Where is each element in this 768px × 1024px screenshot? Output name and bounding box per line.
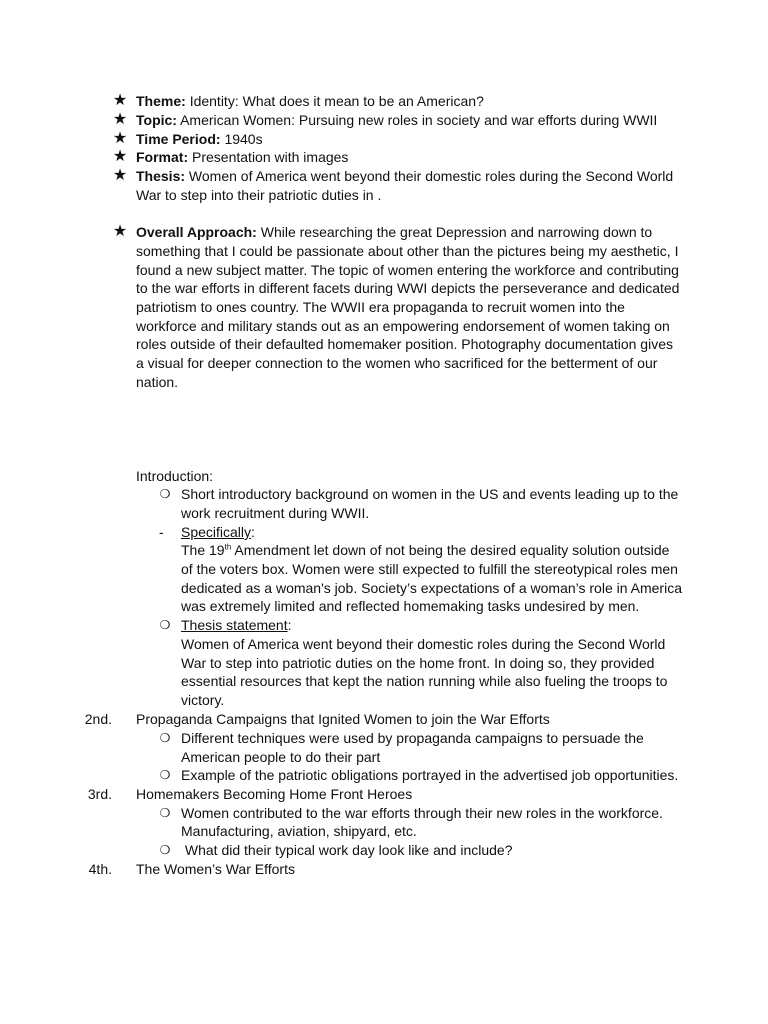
ordinal-superscript: th xyxy=(224,542,232,552)
dash-bullet-icon: - xyxy=(159,524,164,540)
introduction-heading: Introduction: xyxy=(136,468,214,484)
specifically-text-line: dedicated as a woman's job. Society’s expectations of a woman’s role in America xyxy=(181,580,682,596)
approach-label: Overall Approach: xyxy=(136,224,257,240)
approach-line: workforce and military stands out as an empowering endorsement of women taking on xyxy=(136,318,670,334)
approach-line: nation. xyxy=(136,374,179,390)
star-bullet-icon: ★ xyxy=(112,148,128,165)
thesis-statement-colon: : xyxy=(287,617,292,633)
star-bullet-icon: ★ xyxy=(112,130,128,147)
section-number: 2nd. xyxy=(84,711,112,727)
star-bullet-icon: ★ xyxy=(112,167,128,184)
circle-bullet-icon: ❍ xyxy=(159,806,171,820)
circle-bullet-icon: ❍ xyxy=(159,843,171,857)
specifically-label: Specifically xyxy=(181,524,252,540)
approach-line: a visual for deeper connection to the women who sacrificed for the betterment of our xyxy=(136,355,658,371)
thesis-text-continued: War to step into their patriotic duties in . xyxy=(136,187,382,203)
thesis-text: Women of America went beyond their domestic roles during the Second World xyxy=(188,168,674,184)
star-bullet-icon: ★ xyxy=(112,92,128,109)
section-title: Homemakers Becoming Home Front Heroes xyxy=(136,786,413,802)
approach-line: found a new subject matter. The topic of women entering the workforce and contributing xyxy=(136,262,679,278)
star-bullet-icon: ★ xyxy=(112,111,128,128)
section-title: The Women’s War Efforts xyxy=(136,861,295,877)
specifically-line xyxy=(181,523,255,542)
circle-bullet-icon: ❍ xyxy=(159,618,171,632)
time-period-line xyxy=(136,130,263,149)
approach-line: to the war efforts in different facets during WWI depicts the perseverance and dedicated xyxy=(136,280,680,296)
thesis-line xyxy=(136,167,673,186)
format-line xyxy=(136,148,348,167)
thesis-statement-text: War to step into patriotic duties on the home front. In doing so, they provided xyxy=(181,655,655,671)
section-number: 3rd. xyxy=(87,786,112,802)
section-bullet-line: Manufacturing, aviation, shipyard, etc. xyxy=(181,823,417,839)
time-period-label: Time Period: xyxy=(136,131,221,147)
specifically-text-line xyxy=(181,541,669,560)
format-label: Format: xyxy=(136,149,189,165)
thesis-statement-line xyxy=(181,616,292,635)
thesis-statement-text: essential resources that kept the nation running while also fueling the troops to xyxy=(181,673,668,689)
theme-label: Theme: xyxy=(136,93,186,109)
specifically-colon: : xyxy=(251,524,255,540)
circle-bullet-icon: ❍ xyxy=(159,731,171,745)
specifically-text-a: The 19 xyxy=(181,542,225,558)
topic-line xyxy=(136,111,657,130)
section-bullet-line: Example of the patriotic obligations portrayed in the advertised job opportunities. xyxy=(181,767,679,783)
thesis-label: Thesis: xyxy=(136,168,186,184)
intro-bullet-line: work recruitment during WWII. xyxy=(181,505,370,521)
thesis-statement-text: Women of America went beyond their domestic roles during the Second World xyxy=(181,636,666,652)
topic-label: Topic: xyxy=(136,112,177,128)
thesis-statement-text: victory. xyxy=(181,692,225,708)
time-period-text: 1940s xyxy=(224,131,263,147)
thesis-statement-label: Thesis statement xyxy=(181,617,288,633)
section-bullet-line: What did their typical work day look like and include? xyxy=(181,842,513,858)
approach-line: something that I could be passionate about other than the pictures being my aesthetic, I xyxy=(136,243,679,259)
specifically-text-line: of the voters box. Women were still expected to fulfill the stereotypical roles men xyxy=(181,561,678,577)
specifically-text-line: was extremely limited and reflected homemaking tasks undesired by men. xyxy=(181,598,640,614)
section-bullet-line: Women contributed to the war efforts through their new roles in the workforce. xyxy=(181,805,663,821)
theme-text: Identity: What does it mean to be an American? xyxy=(189,93,484,109)
section-bullet-line: American people to do their part xyxy=(181,749,381,765)
circle-bullet-icon: ❍ xyxy=(159,487,171,501)
approach-line: roles outside of their defaulted homemaker position. Photography documentation gives xyxy=(136,336,673,352)
approach-text: While researching the great Depression and narrowing down to xyxy=(260,224,653,240)
star-bullet-icon: ★ xyxy=(112,223,128,240)
section-bullet-line: Different techniques were used by propaganda campaigns to persuade the xyxy=(181,730,644,746)
section-title: Propaganda Campaigns that Ignited Women to join the War Efforts xyxy=(136,711,550,727)
intro-bullet-line: Short introductory background on women in the US and events leading up to the xyxy=(181,486,679,502)
theme-line xyxy=(136,92,484,111)
circle-bullet-icon: ❍ xyxy=(159,768,171,782)
approach-line: patriotism to ones country. The WWII era propaganda to recruit women into the xyxy=(136,299,625,315)
format-text: Presentation with images xyxy=(192,149,349,165)
approach-line-1 xyxy=(136,223,652,242)
topic-text: American Women: Pursuing new roles in society and war efforts during WWII xyxy=(180,112,658,128)
specifically-text-b: Amendment let down of not being the desired equality solution outside xyxy=(231,542,670,558)
section-number: 4th. xyxy=(88,861,112,877)
